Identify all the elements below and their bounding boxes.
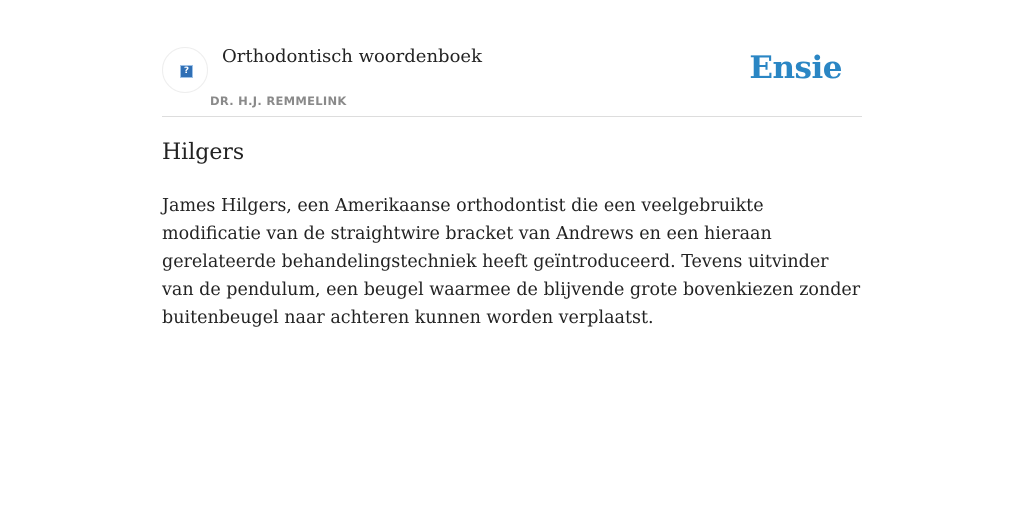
dictionary-header xyxy=(162,40,862,117)
author-name: DR. H.J. REMMELINK xyxy=(210,94,347,108)
entry-definition: James Hilgers, een Amerikaanse orthodontist die een veelgebruikte modificatie van de straightwire bracket van Andrews en een hieraan gerelateerde behandelingstechniek heeft geïntroduceerd. Tevens uitvinder van de pendulum, een beugel waarmee de blijvende grote bovenkiezen zonder buitenbeugel naar achteren kunnen worden verplaatst. xyxy=(162,196,861,328)
entry-title: Hilgers xyxy=(162,140,245,165)
book-logo[interactable] xyxy=(162,47,208,93)
book-title-link[interactable]: Orthodontisch woordenboek xyxy=(222,46,482,67)
help-book-icon: ? xyxy=(180,65,193,78)
ensie-brand-logo[interactable]: Ensie xyxy=(749,50,842,86)
